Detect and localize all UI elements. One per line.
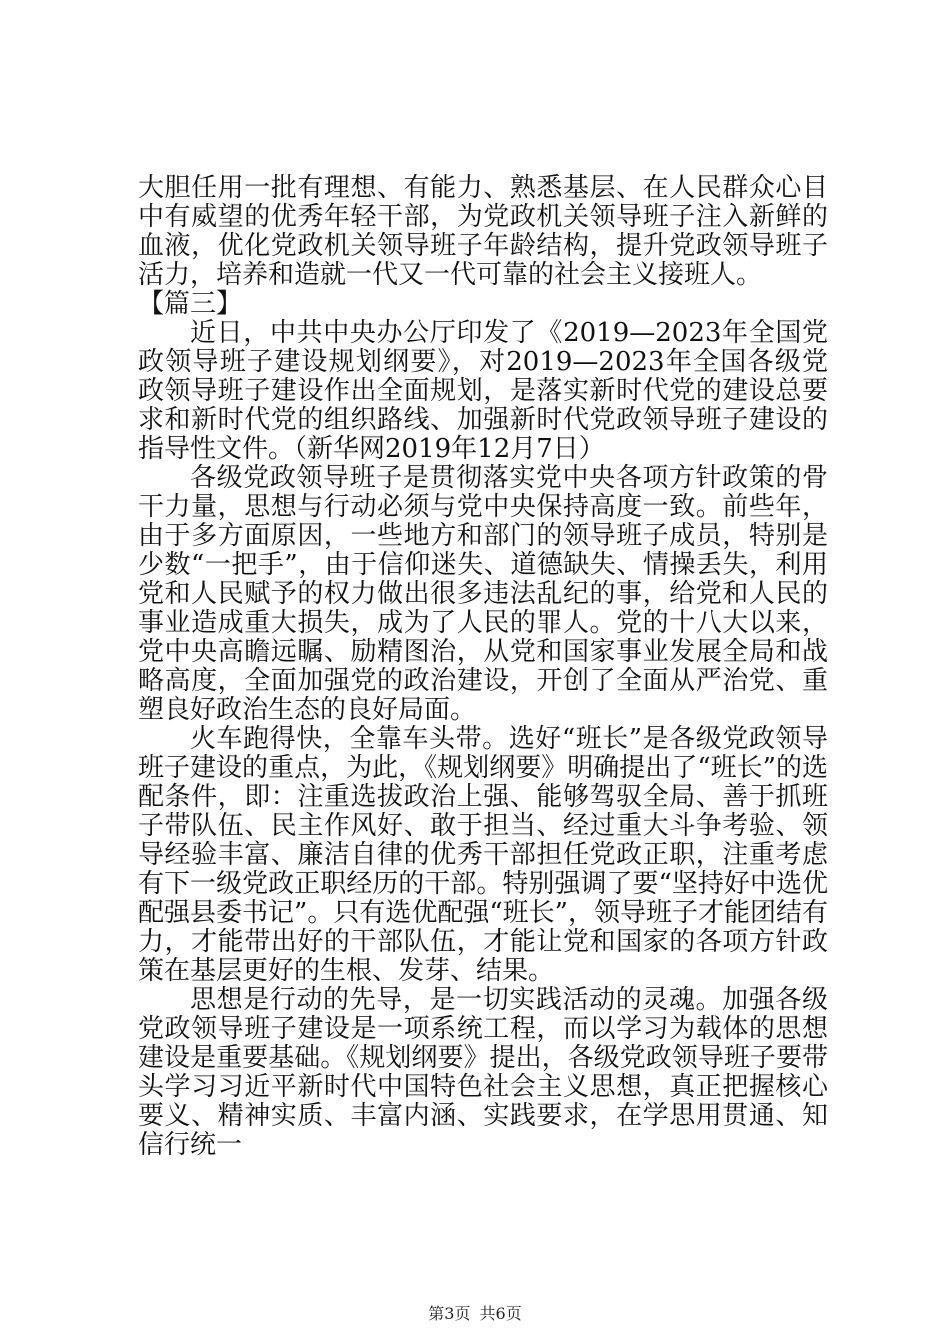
page-number: 第3页 — [428, 1304, 471, 1323]
paragraph: 近日，中共中央办公厅印发了《2019—2023年全国党政领导班子建设规划纲要》，对2019—2023年全国各级党政领导班子建设作出全面规划，是落实新时代党的建设总要求和新时代党的组织路线、加强新时代党政领导班子建设的指导性文件。（新华网2019年12月7日） — [138, 318, 828, 464]
paragraph: 火车跑得快，全靠车头带。选好“班长”是各级党政领导班子建设的重点，为此，《规划纲要》明确提出了“班长”的选配条件，即：注重选拔政治上强、能够驾驭全局、善于抓班子带队伍、民主作风好、敢于担当、经过重大斗争考验、领导经验丰富、廉洁自律的优秀干部担任党政正职，注重考虑有下一级党政正职经历的干部。特别强调了要“坚持好中选优配强县委书记”。只有选优配强“班长”，领导班子才能团结有力，才能带出好的干部队伍，才能让党和国家的各项方针政策在基层更好的生根、发芽、结果。 — [138, 724, 828, 986]
paragraph-continuation: 大胆任用一批有理想、有能力、熟悉基层、在人民群众心目中有威望的优秀年轻干部，为党政机关领导班子注入新鲜的血液，优化党政机关领导班子年龄结构，提升党政领导班子活力，培养和造就一代又一代可靠的社会主义接班人。 — [138, 173, 828, 290]
document-body — [138, 174, 828, 1160]
section-heading: 【篇三】 — [138, 289, 243, 319]
paragraph: 各级党政领导班子是贯彻落实党中央各项方针政策的骨干力量，思想与行动必须与党中央保持高度一致。前些年，由于多方面原因，一些地方和部门的领导班子成员，特别是少数“一把手”，由于信仰迷失、道德缺失、情操丢失，利用党和人民赋予的权力做出很多违法乱纪的事，给党和人民的事业造成重大损失，成为了人民的罪人。党的十八大以来，党中央高瞻远瞩、励精图治，从党和国家事业发展全局和战略高度，全面加强党的政治建设，开创了全面从严治党、重塑良好政治生态的良好局面。 — [138, 463, 828, 725]
paragraph: 思想是行动的先导，是一切实践活动的灵魂。加强各级党政领导班子建设是一项系统工程，而以学习为载体的思想建设是重要基础。《规划纲要》提出，各级党政领导班子要带头学习习近平新时代中国特色社会主义思想，真正把握核心要义、精神实质、丰富内涵、实践要求，在学思用贯通、知信行统一 — [138, 985, 828, 1160]
page-footer — [0, 1301, 950, 1324]
page-total: 共6页 — [479, 1304, 522, 1323]
